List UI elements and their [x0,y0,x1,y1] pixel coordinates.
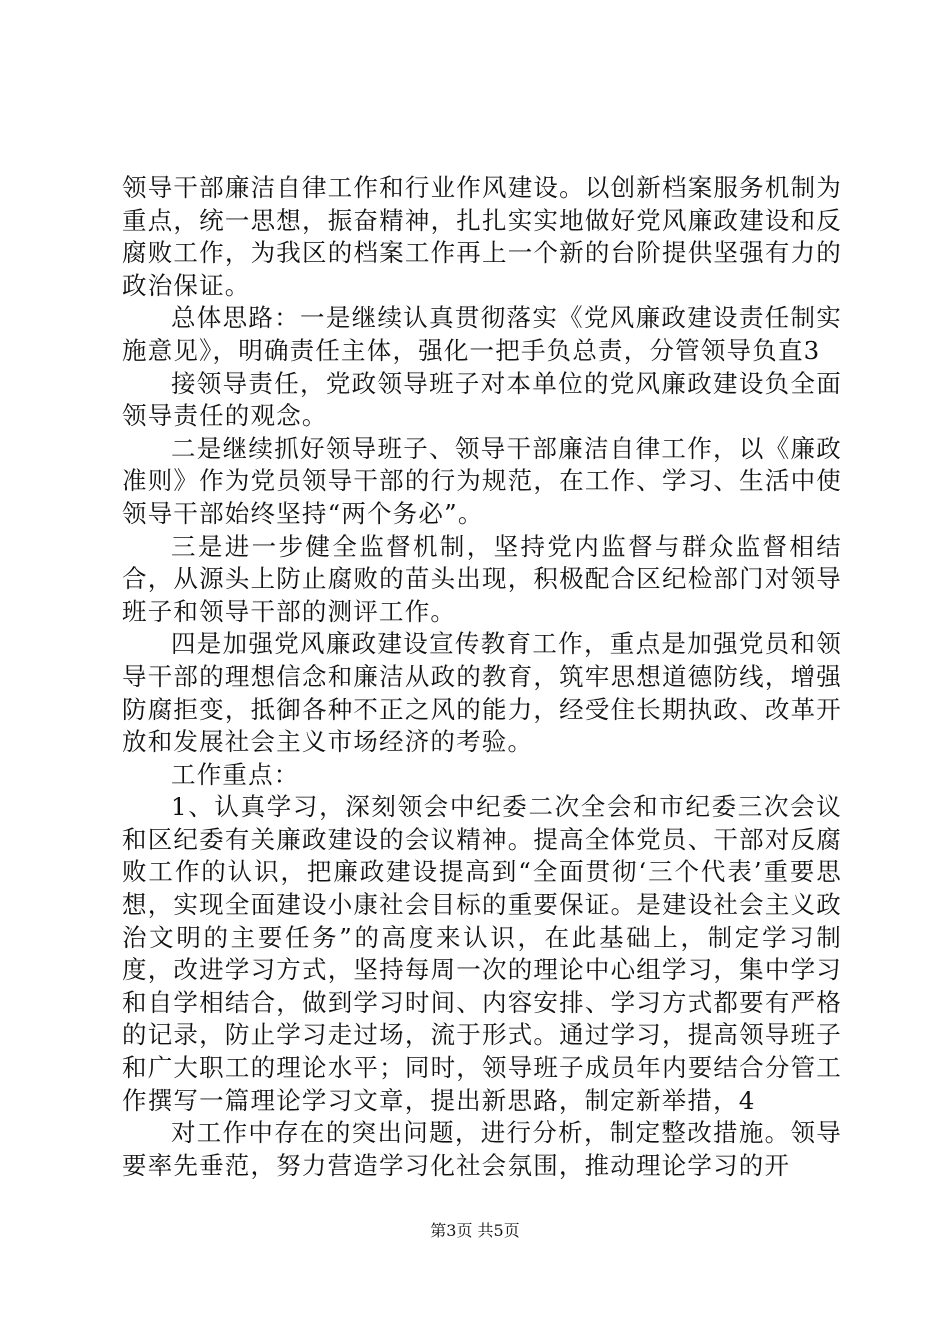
paragraph-5: 三是进一步健全监督机制，坚持党内监督与群众监督相结合，从源头上防止腐败的苗头出现，积极配合区纪检部门对领导班子和领导干部的测评工作。 [122,531,842,626]
paragraph-9: 对工作中存在的突出问题，进行分析，制定整改措施。领导要率先垂范，努力营造学习化社会氛围，推动理论学习的开 [122,1118,842,1180]
page-footer: 第3页 共5页 [430,1221,520,1240]
document-body [122,172,842,1182]
paragraph-6: 四是加强党风廉政建设宣传教育工作，重点是加强党员和领导干部的理想信念和廉洁从政的教育，筑牢思想道德防线，增强防腐拒变，抵御各种不正之风的能力，经受住长期执政、改革开放和发展社会主义市场经济的考验。 [122,629,842,757]
paragraph-1: 领导干部廉洁自律工作和行业作风建设。以创新档案服务机制为重点，统一思想，振奋精神，扎扎实实地做好党风廉政建设和反腐败工作，为我区的档案工作再上一个新的台阶提供坚强有力的政治保证。 [122,173,842,300]
section-heading: 工作重点： [171,759,300,789]
paragraph-4: 二是继续抓好领导班子、领导干部廉洁自律工作，以《廉政准则》作为党员领导干部的行为规范，在工作、学习、生活中使领导干部始终坚持“两个务必”。 [122,433,842,528]
paragraph-8: 1、认真学习，深刻领会中纪委二次全会和市纪委三次会议和区纪委有关廉政建设的会议精神。提高全体党员、干部对反腐败工作的认识，把廉政建设提高到“全面贯彻‘三个代表’重要思想，实现全面建设小康社会目标的重要保证。是建设社会主义政治文明的主要任务”的高度来认识，在此基础上，制定学习制度，改进学习方式，坚持每周一次的理论中心组学习，集中学习和自学相结合，做到学习时间、内容安排、学习方式都要有严格的记录，防止学习走过场，流于形式。通过学习，提高领导班子和广大职工的理论水平；同时，领导班子成员年内要结合分管工作撰写一篇理论学习文章，提出新思路，制定新举措，4 [122,792,842,1115]
paragraph-2: 总体思路：一是继续认真贯彻落实《党风廉政建设责任制实施意见》，明确责任主体，强化一把手负总责，分管领导负直3 [122,303,842,365]
paragraph-3: 接领导责任，党政领导班子对本单位的党风廉政建设负全面领导责任的观念。 [122,368,842,431]
